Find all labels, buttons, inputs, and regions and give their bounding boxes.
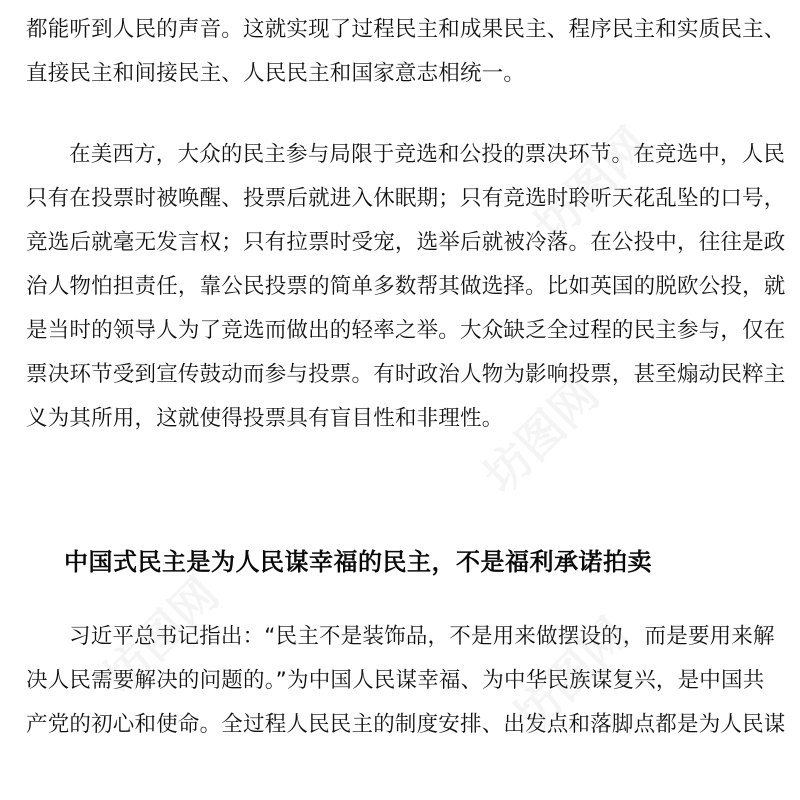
paragraph-2-line-1: 在美西方，大众的民主参与局限于竞选和公投的票决环节。在竞选中，人民 bbox=[69, 142, 786, 167]
watermark-2: 坊图网 bbox=[473, 367, 610, 504]
paragraph-1-line-1: 都能听到人民的声音。这就实现了过程民主和成果民主、程序民主和实质民主、 bbox=[26, 17, 786, 42]
paragraph-2 bbox=[26, 133, 786, 441]
paragraph-3-line-1: 习近平总书记指出：“民主不是装饰品，不是用来做摆设的，而是要用来解 bbox=[69, 624, 775, 649]
paragraph-3 bbox=[26, 615, 786, 747]
watermark-4: 坊图网 bbox=[503, 607, 640, 744]
paragraph-2-line-6: 票决环节受到宣传鼓动而参与投票。有时政治人物为影响投票，甚至煽动民粹主 bbox=[26, 362, 786, 387]
section-heading: 中国式民主是为人民谋幸福的民主，不是福利承诺拍卖 bbox=[64, 548, 652, 576]
paragraph-2-line-2: 只有在投票时被唤醒、投票后就进入休眠期；只有竞选时聆听天花乱坠的口号， bbox=[26, 186, 786, 211]
paragraph-2-line-4: 治人物怕担责任，靠公民投票的简单多数帮其做选择。比如英国的脱欧公投，就 bbox=[26, 274, 786, 299]
watermark-3: 坊图网 bbox=[93, 567, 230, 704]
paragraph-3-line-3: 产党的初心和使命。全过程人民民主的制度安排、出发点和落脚点都是为人民谋 bbox=[26, 712, 786, 737]
paragraph-2-line-7: 义为其所用，这就使得投票具有盲目性和非理性。 bbox=[26, 406, 504, 431]
paragraph-1-line-2: 直接民主和间接民主、人民民主和国家意志相统一。 bbox=[26, 61, 526, 86]
paragraph-1 bbox=[26, 8, 786, 96]
watermark-1: 坊图网 bbox=[523, 117, 660, 254]
paragraph-2-line-5: 是当时的领导人为了竞选而做出的轻率之举。大众缺乏全过程的民主参与，仅在 bbox=[26, 318, 786, 343]
paragraph-3-line-2: 决人民需要解决的问题的。”为中国人民谋幸福、为中华民族谋复兴，是中国共 bbox=[26, 668, 765, 693]
paragraph-2-line-3: 竞选后就毫无发言权；只有拉票时受宠，选举后就被冷落。在公投中，往往是政 bbox=[26, 230, 786, 255]
